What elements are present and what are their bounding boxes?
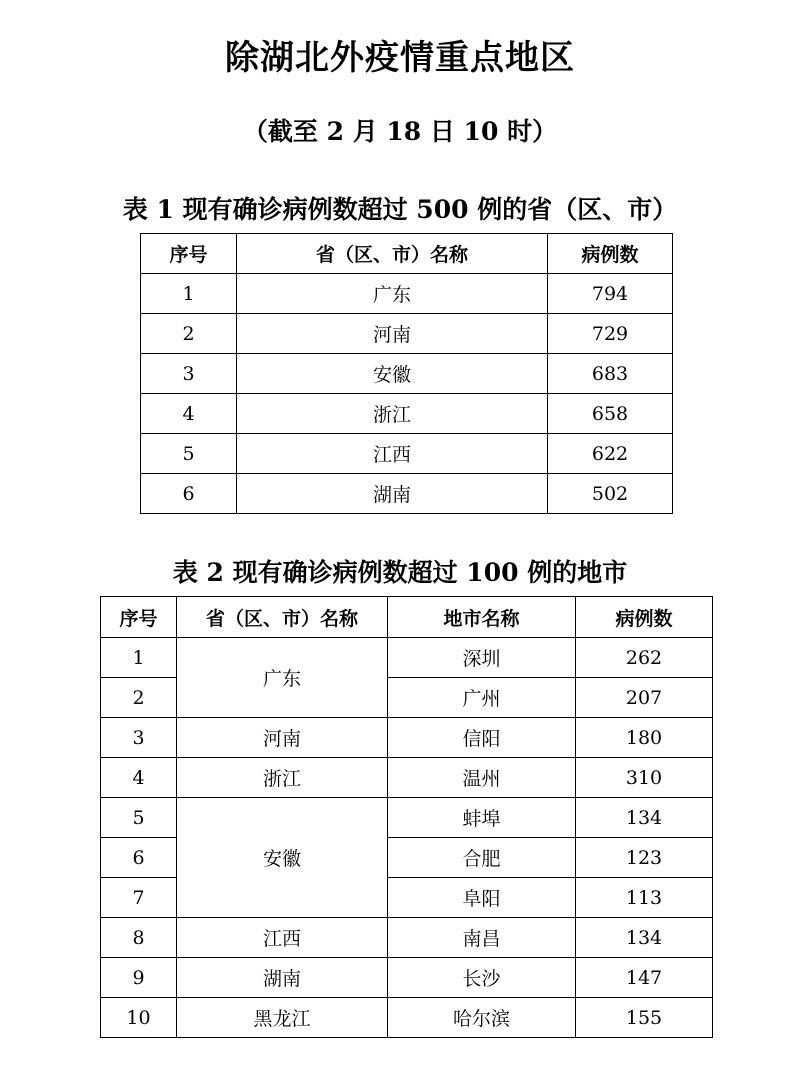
row-number: 9 xyxy=(101,958,177,998)
city-name: 信阳 xyxy=(388,718,576,758)
table2-caption: 表 2 现有确诊病例数超过 100 例的地市 xyxy=(172,558,628,587)
province-name: 黑龙江 xyxy=(177,998,388,1038)
city-name: 深圳 xyxy=(388,638,576,678)
province-name: 广东 xyxy=(177,638,388,718)
case-count: 262 xyxy=(576,638,713,678)
city-name: 合肥 xyxy=(388,838,576,878)
province-name: 安徽 xyxy=(177,798,388,918)
city-name: 广州 xyxy=(388,678,576,718)
row-number: 3 xyxy=(141,354,237,394)
page-title: 除湖北外疫情重点地区 xyxy=(225,38,575,78)
province-name: 安徽 xyxy=(237,354,548,394)
header-cell: 省（区、市）名称 xyxy=(237,234,548,274)
table-row xyxy=(141,314,673,354)
header-cell: 序号 xyxy=(141,234,237,274)
header-cell: 病例数 xyxy=(548,234,673,274)
table1-caption: 表 1 现有确诊病例数超过 500 例的省（区、市） xyxy=(122,195,678,224)
case-count: 794 xyxy=(548,274,673,314)
case-count: 310 xyxy=(576,758,713,798)
case-count: 123 xyxy=(576,838,713,878)
province-name: 河南 xyxy=(237,314,548,354)
table-row xyxy=(141,394,673,434)
header-cell: 省（区、市）名称 xyxy=(177,597,388,638)
city-name: 南昌 xyxy=(388,918,576,958)
row-number: 6 xyxy=(141,474,237,514)
row-number: 3 xyxy=(101,718,177,758)
row-number: 7 xyxy=(101,878,177,918)
province-name: 广东 xyxy=(237,274,548,314)
case-count: 147 xyxy=(576,958,713,998)
row-number: 10 xyxy=(101,998,177,1038)
province-name: 河南 xyxy=(177,718,388,758)
table-row xyxy=(141,434,673,474)
province-table xyxy=(140,233,673,514)
case-count: 180 xyxy=(576,718,713,758)
table-row xyxy=(141,354,673,394)
table-row xyxy=(101,798,713,838)
table-row xyxy=(141,274,673,314)
table-row xyxy=(101,718,713,758)
case-count: 155 xyxy=(576,998,713,1038)
city-name: 哈尔滨 xyxy=(388,998,576,1038)
case-count: 658 xyxy=(548,394,673,434)
header-cell: 地市名称 xyxy=(388,597,576,638)
row-number: 2 xyxy=(141,314,237,354)
case-count: 113 xyxy=(576,878,713,918)
row-number: 4 xyxy=(101,758,177,798)
case-count: 134 xyxy=(576,918,713,958)
header-cell: 序号 xyxy=(101,597,177,638)
province-name: 湖南 xyxy=(177,958,388,998)
table-row xyxy=(101,758,713,798)
city-name: 阜阳 xyxy=(388,878,576,918)
row-number: 5 xyxy=(101,798,177,838)
province-name: 浙江 xyxy=(237,394,548,434)
row-number: 1 xyxy=(101,638,177,678)
row-number: 4 xyxy=(141,394,237,434)
row-number: 8 xyxy=(101,918,177,958)
case-count: 134 xyxy=(576,798,713,838)
table-row xyxy=(101,638,713,678)
table-header-row xyxy=(141,234,673,274)
table-row xyxy=(141,474,673,514)
case-count: 207 xyxy=(576,678,713,718)
case-count: 683 xyxy=(548,354,673,394)
table-row xyxy=(101,918,713,958)
table-row xyxy=(101,998,713,1038)
row-number: 2 xyxy=(101,678,177,718)
city-name: 蚌埠 xyxy=(388,798,576,838)
city-table xyxy=(100,596,713,1038)
table-header-row xyxy=(101,597,713,638)
case-count: 622 xyxy=(548,434,673,474)
province-name: 湖南 xyxy=(237,474,548,514)
row-number: 1 xyxy=(141,274,237,314)
row-number: 5 xyxy=(141,434,237,474)
row-number: 6 xyxy=(101,838,177,878)
province-name: 江西 xyxy=(177,918,388,958)
header-cell: 病例数 xyxy=(576,597,713,638)
city-name: 长沙 xyxy=(388,958,576,998)
city-name: 温州 xyxy=(388,758,576,798)
table-row xyxy=(101,958,713,998)
case-count: 502 xyxy=(548,474,673,514)
province-name: 江西 xyxy=(237,434,548,474)
case-count: 729 xyxy=(548,314,673,354)
province-name: 浙江 xyxy=(177,758,388,798)
page-subtitle: （截至 2 月 18 日 10 时） xyxy=(242,117,558,146)
